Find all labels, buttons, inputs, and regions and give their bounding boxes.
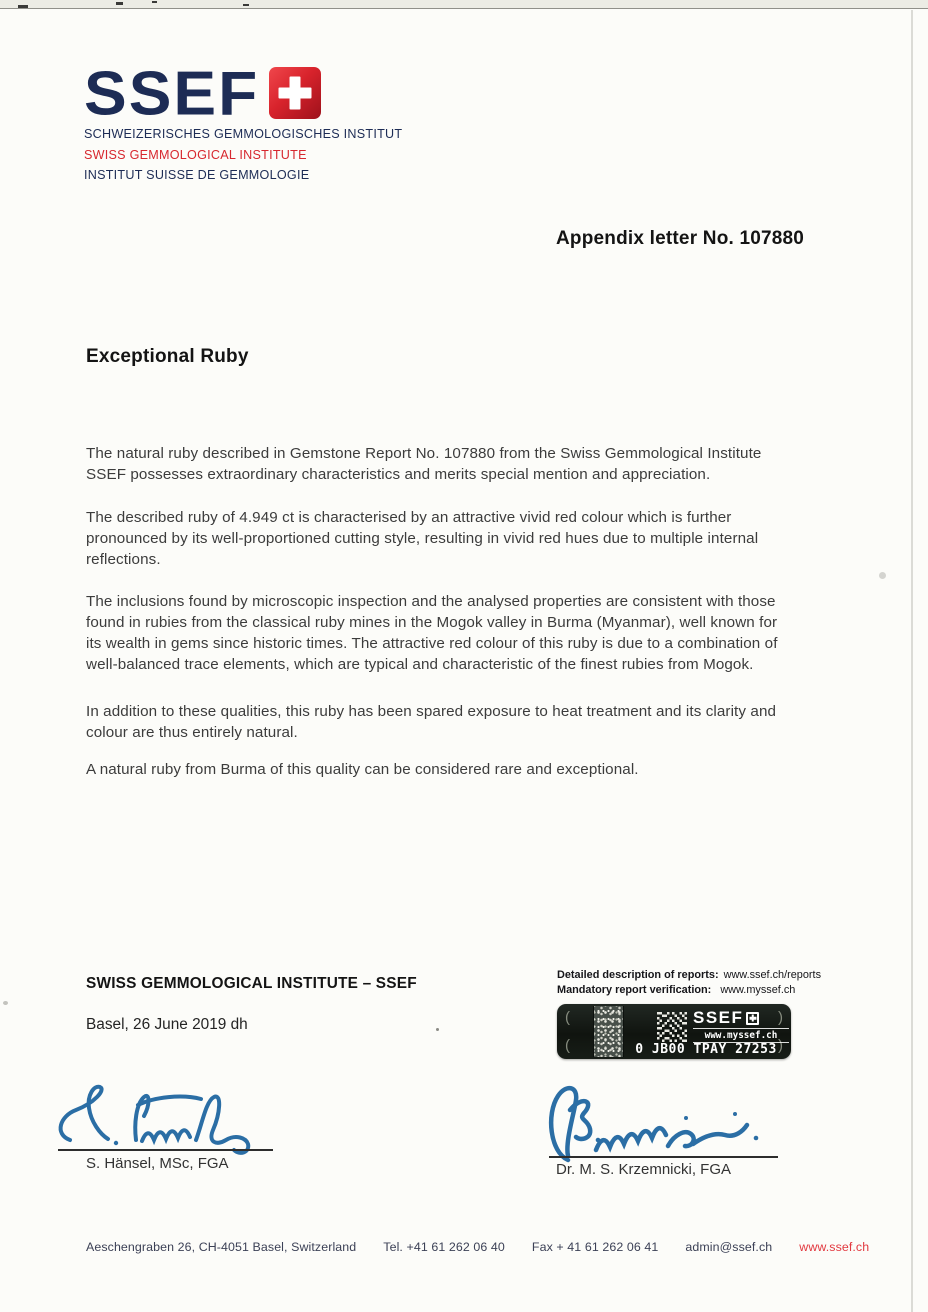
date-line: Basel, 26 June 2019 dh xyxy=(86,1016,248,1033)
appendix-letter-number: Appendix letter No. 107880 xyxy=(556,228,805,249)
footer-email: admin@ssef.ch xyxy=(685,1240,773,1254)
hologram-speckle-strip xyxy=(593,1006,624,1057)
footer-phone: Tel. +41 61 262 06 40 xyxy=(383,1240,505,1254)
subject-title: Exceptional Ruby xyxy=(86,346,249,367)
cut-mark-icon: ) xyxy=(778,1037,783,1054)
footer-website: www.ssef.ch xyxy=(799,1240,870,1254)
scan-artifact xyxy=(3,1001,8,1005)
sticker-serial-code: 0 JB00 TPAY 27253 xyxy=(635,1042,777,1057)
footer-address: Aeschengraben 26, CH-4051 Basel, Switzerland xyxy=(86,1240,357,1254)
scan-artifact xyxy=(879,572,886,579)
sticker-brand-text: SSEF xyxy=(693,1008,744,1027)
security-sticker xyxy=(557,1004,791,1059)
qr-code-icon xyxy=(657,1012,687,1042)
scan-artifact xyxy=(152,1,157,3)
body-paragraph-2: The described ruby of 4.949 ct is characterised by an attractive vivid red colour which is further pronounced by its well-proportioned cutting style, resulting in vivid red hues due to multiple internal reflections. xyxy=(86,509,759,568)
body-paragraph-4: In addition to these qualities, this ruby has been spared exposure to heat treatment and its clarity and colour are thus entirely natural. xyxy=(86,703,777,741)
logo-subtitle-english: SWISS GEMMOLOGICAL INSTITUTE xyxy=(84,147,307,162)
sticker-url: www.myssef.ch xyxy=(693,1028,789,1043)
ssef-wordmark: SSEF xyxy=(84,58,260,128)
scan-edge-right xyxy=(911,10,913,1312)
cut-mark-icon: ( xyxy=(565,1037,570,1054)
signature-haensel xyxy=(50,1078,285,1158)
detail-description-label: Detailed description of reports: xyxy=(557,969,719,981)
ssef-logo xyxy=(84,58,403,184)
scan-artifact xyxy=(116,2,123,5)
mandatory-verification-label: Mandatory report verification: xyxy=(557,984,712,996)
cut-mark-icon: ) xyxy=(778,1009,783,1026)
signature-line xyxy=(58,1149,273,1151)
mandatory-verification-url: www.myssef.ch xyxy=(720,984,796,996)
body-paragraph-1: The natural ruby described in Gemstone Report No. 107880 from the Swiss Gemmological Institute SSEF possesses extraordinary characteristics and merits special mention and appreciation. xyxy=(86,445,762,483)
detail-description-url: www.ssef.ch/reports xyxy=(723,969,822,981)
report-verification-block xyxy=(557,968,822,998)
signatory-name-haensel: S. Hänsel, MSc, FGA xyxy=(86,1155,229,1172)
swiss-cross-icon xyxy=(269,67,321,119)
footer-contact-bar xyxy=(86,1240,869,1254)
signature-line xyxy=(549,1156,778,1158)
logo-subtitle-french: INSTITUT SUISSE DE GEMMOLOGIE xyxy=(84,168,310,182)
logo-subtitle-german: SCHWEIZERISCHES GEMMOLOGISCHES INSTITUT xyxy=(84,127,403,141)
scan-edge-top xyxy=(0,0,928,9)
issuer-line: SWISS GEMMOLOGICAL INSTITUTE – SSEF xyxy=(86,975,417,992)
footer-fax: Fax + 41 61 262 06 41 xyxy=(531,1240,659,1254)
cut-mark-icon: ( xyxy=(565,1009,570,1026)
body-paragraph-3: The inclusions found by microscopic inspection and the analysed properties are consistent with those found in rubies from the classical ruby mines in the Mogok valley in Burma (Myanmar), well known for its wealth in gems since historic times. The attractive red colour of this ruby is due to a combination of well-balanced trace elements, which are typical and characteristic of the finest rubies from Mogok. xyxy=(86,593,778,673)
body-paragraph-5: A natural ruby from Burma of this quality can be considered rare and exceptional. xyxy=(86,761,639,778)
swiss-cross-icon xyxy=(746,1012,759,1025)
scan-artifact xyxy=(436,1028,439,1031)
scan-artifact xyxy=(243,4,249,6)
signatory-name-krzemnicki: Dr. M. S. Krzemnicki, FGA xyxy=(556,1161,732,1178)
scan-artifact xyxy=(18,5,28,8)
